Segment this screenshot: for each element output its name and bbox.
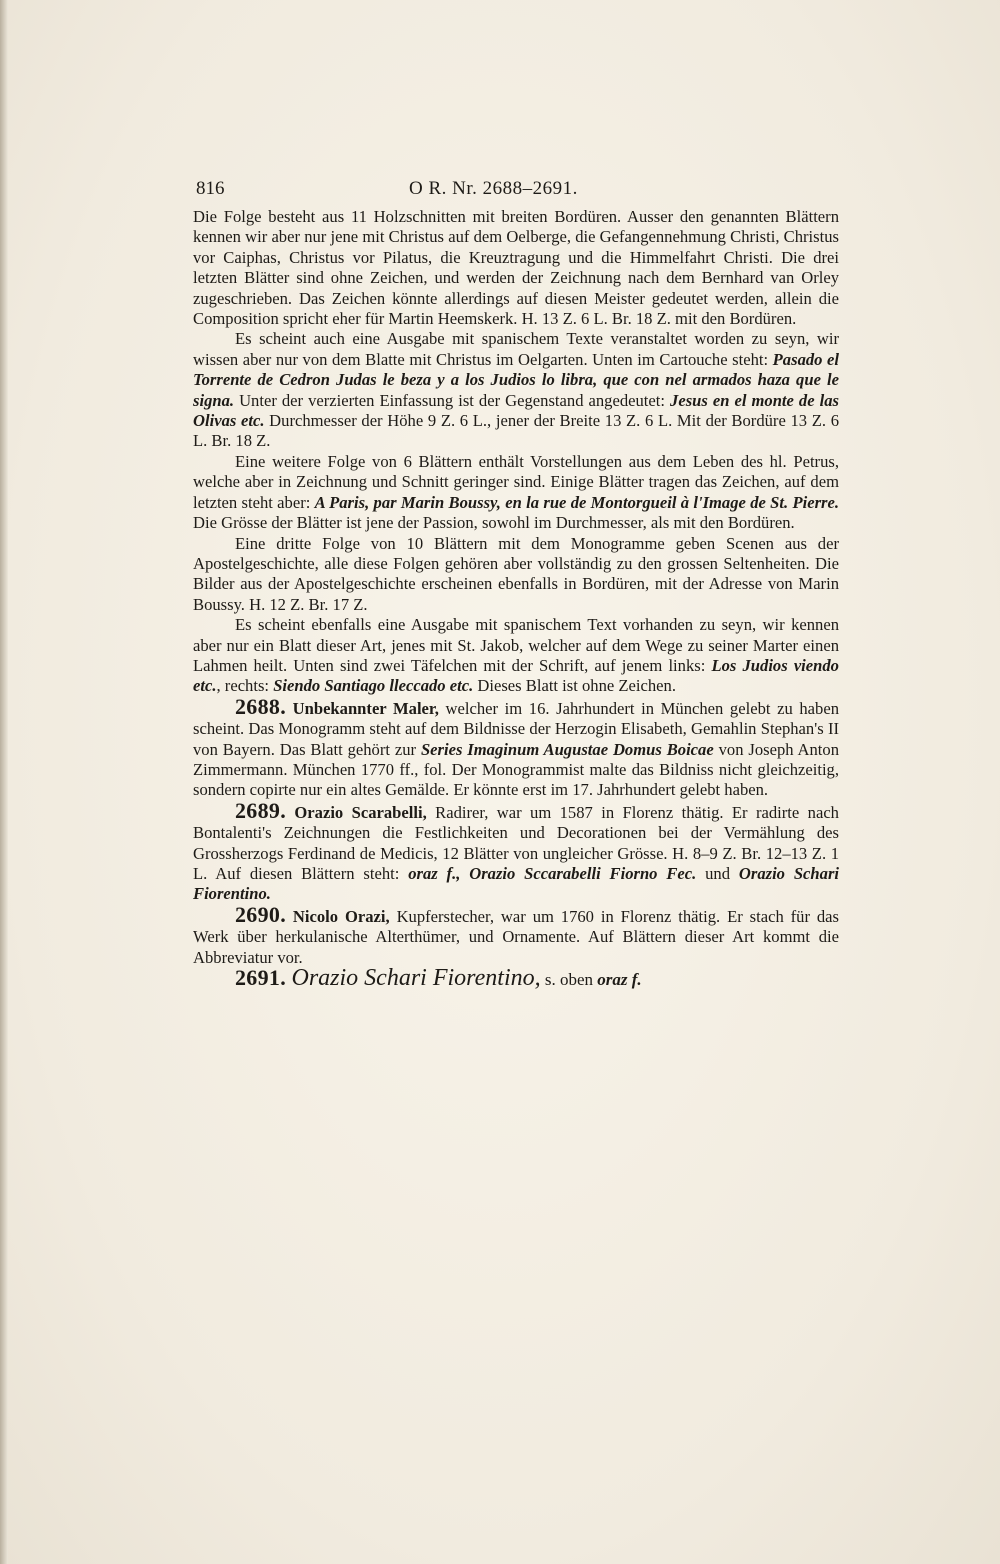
entry-artist-name: Orazio Scarabelli,: [294, 802, 427, 822]
right-tablet-inscription: Siendo Santiago lleccado etc.: [273, 676, 474, 696]
entry-2688: 2688. Unbekannter Maler, welcher im 16. Jahrhundert in München gelebt zu haben scheint. Das Monogramm steht auf dem Bildnisse der Herzogin Elisabeth, Gemahlin Stephan's II von Bayern. Das Blatt gehört zur Series Imaginum Augustae Domus Boicae von Joseph Anton Zimmermann. München 1770 ff., fol. Der Monogrammist malte das Bildniss nicht gleichzeitig, sondern copirte nur ein altes Gemälde. Er könnte erst im 17. Jahrhundert gelebt haben.: [193, 693, 840, 800]
entry-number: 2691.: [235, 965, 286, 991]
paragraph-st-jakob: Es scheint ebenfalls eine Ausgabe mit spanischem Text vorhanden zu seyn, wir kennen aber nur ein Blatt dieser Art, jenes mit St. Jakob, welcher auf dem Wege zu seiner Marter einen Lahmen heilt. Unten sind zwei Täfelchen mit der Schrift, auf jenem links: Los Judios viendo etc., rechts: Siendo Santiago lleccado etc. Dieses Blatt ist ohne Zeichen.: [193, 615, 839, 696]
entry-2689: 2689. Orazio Scarabelli, Radirer, war um 1587 in Florenz thätig. Er radirte nach Bontalenti's Zeichnungen die Festlichkeiten und Decorationen bei der Vermählung des Grossherzogs Ferdinand de Medicis, 12 Blätter von ungleicher Grösse. H. 8–9 Z. Br. 12–13 Z. 1 L. Auf diesen Blättern steht: oraz f., Orazio Sccarabelli Fiorno Fec. und Orazio Schari Fiorentino.: [193, 797, 840, 904]
entry-number: 2688.: [235, 693, 286, 719]
publisher-address: A Paris, par Marin Boussy, en la rue de Montorgueil à l'Image de St. Pierre.: [314, 492, 840, 512]
entry-2691: 2691. Orazio Schari Fiorentino, s. oben oraz f.: [235, 965, 642, 992]
text-block: [193, 207, 839, 990]
left-tablet-inscription: Los Judios viendo etc.: [193, 655, 839, 696]
paragraph-spanish-edition: Es scheint auch eine Ausgabe mit spanischem Texte veranstaltet worden zu seyn, wir wissen aber nur von dem Blatte mit Christus im Oelgarten. Unten im Cartouche steht: Pasado el Torrente de Cedron Judas le beza y a los Judios lo libra, que con nel armados haza que le signa. Unter der verzierten Einfassung ist der Gegenstand angedeutet: Jesus en el monte de las Olivas etc. Durchmesser der Höhe 9 Z. 6 L., jener der Breite 13 Z. 6 L. Mit der Bordüre 13 Z. 6 L. Br. 18 Z.: [193, 329, 840, 451]
subject-inscription: Jesus en el monte de las Olivas etc.: [193, 390, 839, 431]
entry-number: 2689.: [235, 797, 286, 823]
signature-inscription-alt: Orazio Schari Fiorentino.: [193, 864, 840, 904]
page-gutter-shadow: [0, 0, 8, 1564]
cross-reference: oraz f.: [597, 970, 642, 990]
running-head: [196, 178, 836, 200]
series-title: Series Imaginum Augustae Domus Boicae: [420, 739, 714, 759]
paragraph-petrus-series: Eine weitere Folge von 6 Blättern enthält Vorstellungen aus dem Leben des hl. Petrus, welche aber in Zeichnung und Schnitt geringer sind. Einige Blätter tragen das Zeichen, auf dem letzten steht aber: A Paris, par Marin Boussy, en la rue de Montorgueil à l'Image de St. Pierre. Die Grösse der Blätter ist jene der Passion, sowohl im Durchmesser, als mit den Bordüren.: [193, 451, 840, 533]
page-number: 816: [196, 178, 225, 199]
signature-inscription: oraz f., Orazio Sccarabelli Fiorno Fec.: [408, 864, 697, 883]
entry-artist-name: Unbekannter Maler,: [292, 698, 439, 718]
spanish-inscription: Pasado el Torrente de Cedron Judas le beza y a los Judios lo libra, que con nel armados haza que le signa.: [193, 349, 839, 410]
entry-number: 2690.: [235, 901, 286, 927]
entry-artist-name: Nicolo Orazi,: [292, 906, 390, 926]
paragraph-woodcut-series: Die Folge besteht aus 11 Holzschnitten mit breiten Bordüren. Ausser den genannten Blättern kennen wir aber nur jene mit Christus auf dem Oelberge, die Gefangennehmung Christi, Christus vor Caiphas, Christus vor Pilatus, die Kreuztragung und die Himmelfahrt Christi. Die drei letzten Blätter sind ohne Zeichen, und werden der Zeichnung nach dem Bernhard van Orley zugeschrieben. Das Zeichen könnte allerdings auf diesen Meister gedeutet werden, allein die Composition spricht eher für Martin Heemskerk. H. 13 Z. 6 L. Br. 18 Z. mit den Bordüren.: [193, 207, 839, 329]
running-head-title: O R. Nr. 2688–2691.: [409, 178, 578, 199]
entry-2690: 2690. Nicolo Orazi, Kupferstecher, war um 1760 in Florenz thätig. Er stach für das Werk über herkulanische Alterthümer, und Ornamente. Auf Blättern dieser Art kommt die Abbreviatur vor.: [193, 901, 840, 967]
entry-artist-name: Orazio Schari Fiorentino,: [291, 965, 541, 992]
paragraph-apostle-series: Eine dritte Folge von 10 Blättern mit dem Monogramme geben Scenen aus der Apostelgeschichte, alle diese Folgen gehören aber vollständig zu den grossen Seltenheiten. Die Bilder aus der Apostelgeschichte erscheinen ebenfalls in Bordüren, mit der Adresse von Marin Boussy. H. 12 Z. Br. 17 Z.: [193, 533, 839, 614]
